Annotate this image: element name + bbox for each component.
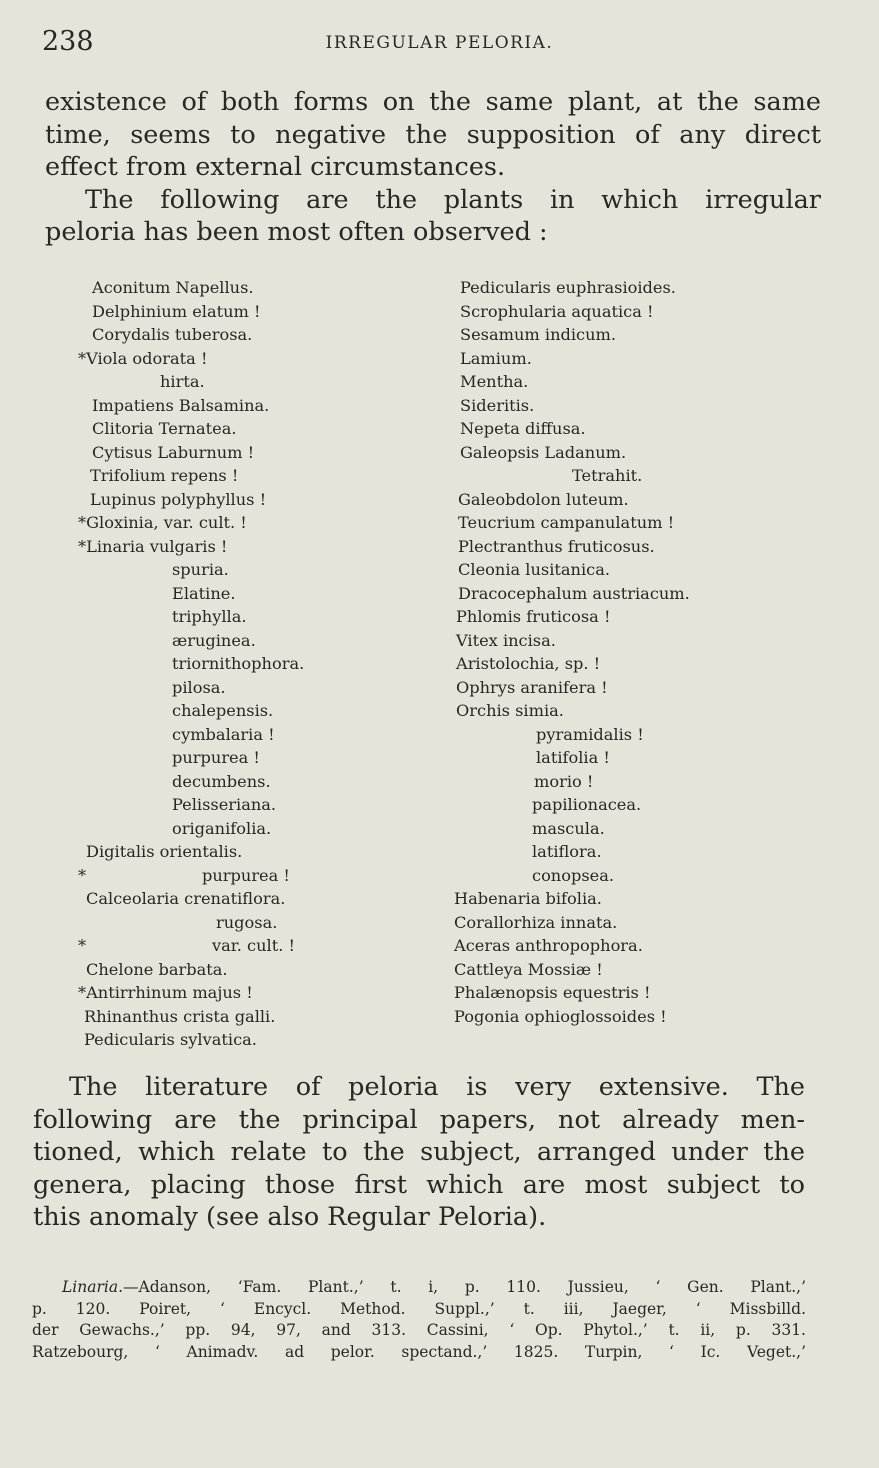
list-item: Lupinus polyphyllus ! bbox=[90, 489, 267, 509]
list-item: latifolia ! bbox=[536, 748, 610, 767]
plant-list-right bbox=[454, 276, 690, 1028]
list-item-text: purpurea ! bbox=[202, 865, 290, 885]
asterisk-mark: * bbox=[78, 865, 87, 885]
list-item: pilosa. bbox=[172, 677, 226, 697]
list-item: Impatiens Balsamina. bbox=[92, 395, 270, 415]
page-number: 238 bbox=[42, 26, 94, 57]
reference-line: p. 120. Poiret, ‘ Encycl. Method. Suppl.,’ t. iii, Jaeger, ‘ Missbilld. bbox=[32, 1299, 806, 1318]
text-line: genera, placing those first which are most subject to bbox=[33, 1169, 805, 1200]
genus-name: Linaria. bbox=[62, 1278, 124, 1296]
list-item: Corallorhiza innata. bbox=[454, 912, 618, 932]
list-item: Aceras anthropophora. bbox=[454, 936, 643, 955]
literature-paragraph bbox=[33, 1071, 805, 1234]
list-item-text: var. cult. ! bbox=[212, 936, 296, 955]
list-item: Galeopsis Ladanum. bbox=[460, 442, 627, 462]
list-item bbox=[78, 864, 304, 888]
list-item: Phlomis fruticosa ! bbox=[456, 607, 611, 626]
list-item: chalepensis. bbox=[172, 701, 274, 720]
list-item: hirta. bbox=[160, 372, 205, 391]
list-item: purpurea ! bbox=[172, 748, 260, 767]
list-item: Digitalis orientalis. bbox=[86, 842, 243, 861]
list-item: *Viola odorata ! bbox=[78, 348, 208, 368]
list-item: Orchis simia. bbox=[456, 701, 564, 720]
list-item: Teucrium campanulatum ! bbox=[458, 513, 675, 532]
list-item: Sideritis. bbox=[460, 395, 535, 415]
list-item: conopsea. bbox=[532, 865, 615, 885]
list-item: Tetrahit. bbox=[572, 466, 643, 485]
text-line: effect from external circumstances. bbox=[45, 152, 506, 182]
list-item: Lamium. bbox=[460, 348, 532, 368]
running-head: IRREGULAR PELORIA. bbox=[325, 33, 554, 53]
list-item: Dracocephalum austriacum. bbox=[458, 583, 690, 603]
list-item: spuria. bbox=[172, 560, 229, 579]
text-line: time, seems to negative the supposition of any direct bbox=[45, 119, 821, 150]
list-item: mascula. bbox=[532, 818, 605, 838]
list-item: Elatine. bbox=[172, 583, 236, 603]
text-line: existence of both forms on the same plant, at the same bbox=[45, 87, 821, 117]
list-item: *Antirrhinum majus ! bbox=[78, 983, 253, 1002]
list-item: Pedicularis euphrasioides. bbox=[460, 278, 676, 297]
list-item: Ophrys aranifera ! bbox=[456, 677, 608, 697]
list-item: Chelone barbata. bbox=[86, 959, 228, 979]
reference-line: der Gewachs.,’ pp. 94, 97, and 313. Cassini, ‘ Op. Phytol.,’ t. ii, p. 331. bbox=[32, 1321, 806, 1339]
list-item: Aristolochia, sp. ! bbox=[456, 654, 601, 673]
text-line: peloria has been most often observed : bbox=[45, 217, 548, 247]
list-item: Corydalis tuberosa. bbox=[92, 325, 253, 344]
list-item: Plectranthus fruticosus. bbox=[458, 536, 655, 556]
list-item: Aconitum Napellus. bbox=[92, 278, 254, 297]
list-item: Cattleya Mossiæ ! bbox=[454, 959, 603, 979]
list-item: rugosa. bbox=[216, 912, 278, 932]
list-item: æruginea. bbox=[172, 630, 256, 650]
list-item: Mentha. bbox=[460, 372, 529, 391]
list-item: latiflora. bbox=[532, 842, 602, 861]
list-item bbox=[78, 934, 304, 958]
list-item: cymbalaria ! bbox=[172, 724, 275, 744]
list-item: Pedicularis sylvatica. bbox=[84, 1030, 257, 1049]
list-item: Nepeta diffusa. bbox=[460, 419, 586, 438]
reference-line bbox=[32, 1277, 806, 1299]
list-item: Pelisseriana. bbox=[172, 795, 277, 814]
references bbox=[32, 1277, 806, 1363]
reference-line: Ratzebourg, ‘ Animadv. ad pelor. spectand.,’ 1825. Turpin, ‘ Ic. Veget.,’ bbox=[32, 1342, 806, 1361]
list-item: triornithophora. bbox=[172, 654, 305, 673]
list-item: decumbens. bbox=[172, 771, 271, 791]
list-item: *Linaria vulgaris ! bbox=[78, 536, 228, 556]
list-item: Cleonia lusitanica. bbox=[458, 560, 610, 579]
list-item: Cytisus Laburnum ! bbox=[92, 442, 255, 462]
list-item: Clitoria Ternatea. bbox=[92, 419, 237, 438]
list-item: Habenaria bifolia. bbox=[454, 889, 602, 908]
list-item: Galeobdolon luteum. bbox=[458, 489, 629, 509]
list-item: Rhinanthus crista galli. bbox=[84, 1006, 276, 1026]
text-line: The literature of peloria is very extensive. The bbox=[69, 1072, 805, 1102]
text-line: this anomaly (see also Regular Peloria). bbox=[33, 1202, 547, 1232]
list-item: Vitex incisa. bbox=[456, 630, 556, 650]
list-item: Scrophularia aquatica ! bbox=[460, 301, 654, 321]
list-item: Phalænopsis equestris ! bbox=[454, 983, 651, 1002]
text-line: The following are the plants in which irregular bbox=[85, 184, 821, 215]
text-line: tioned, which relate to the subject, arranged under the bbox=[33, 1137, 805, 1167]
intro-paragraphs bbox=[45, 86, 821, 249]
asterisk-mark: * bbox=[78, 936, 87, 955]
list-item: Sesamum indicum. bbox=[460, 325, 617, 344]
list-item: papilionacea. bbox=[532, 795, 642, 814]
list-item: triphylla. bbox=[172, 607, 247, 626]
list-item: pyramidalis ! bbox=[536, 724, 644, 744]
list-item: morio ! bbox=[534, 771, 594, 791]
list-item: origanifolia. bbox=[172, 818, 272, 838]
list-item: *Gloxinia, var. cult. ! bbox=[78, 513, 247, 532]
text-line: following are the principal papers, not already men- bbox=[33, 1104, 805, 1135]
list-item: Pogonia ophioglossoides ! bbox=[454, 1006, 667, 1026]
reference-text: —Adanson, ‘Fam. Plant.,’ t. i, p. 110. Jussieu, ‘ Gen. Plant.,’ bbox=[123, 1278, 806, 1296]
list-item: Trifolium repens ! bbox=[90, 466, 239, 485]
list-item: Delphinium elatum ! bbox=[92, 301, 261, 321]
list-item: Calceolaria crenatiflora. bbox=[86, 889, 286, 908]
plant-list-left bbox=[78, 276, 304, 1052]
